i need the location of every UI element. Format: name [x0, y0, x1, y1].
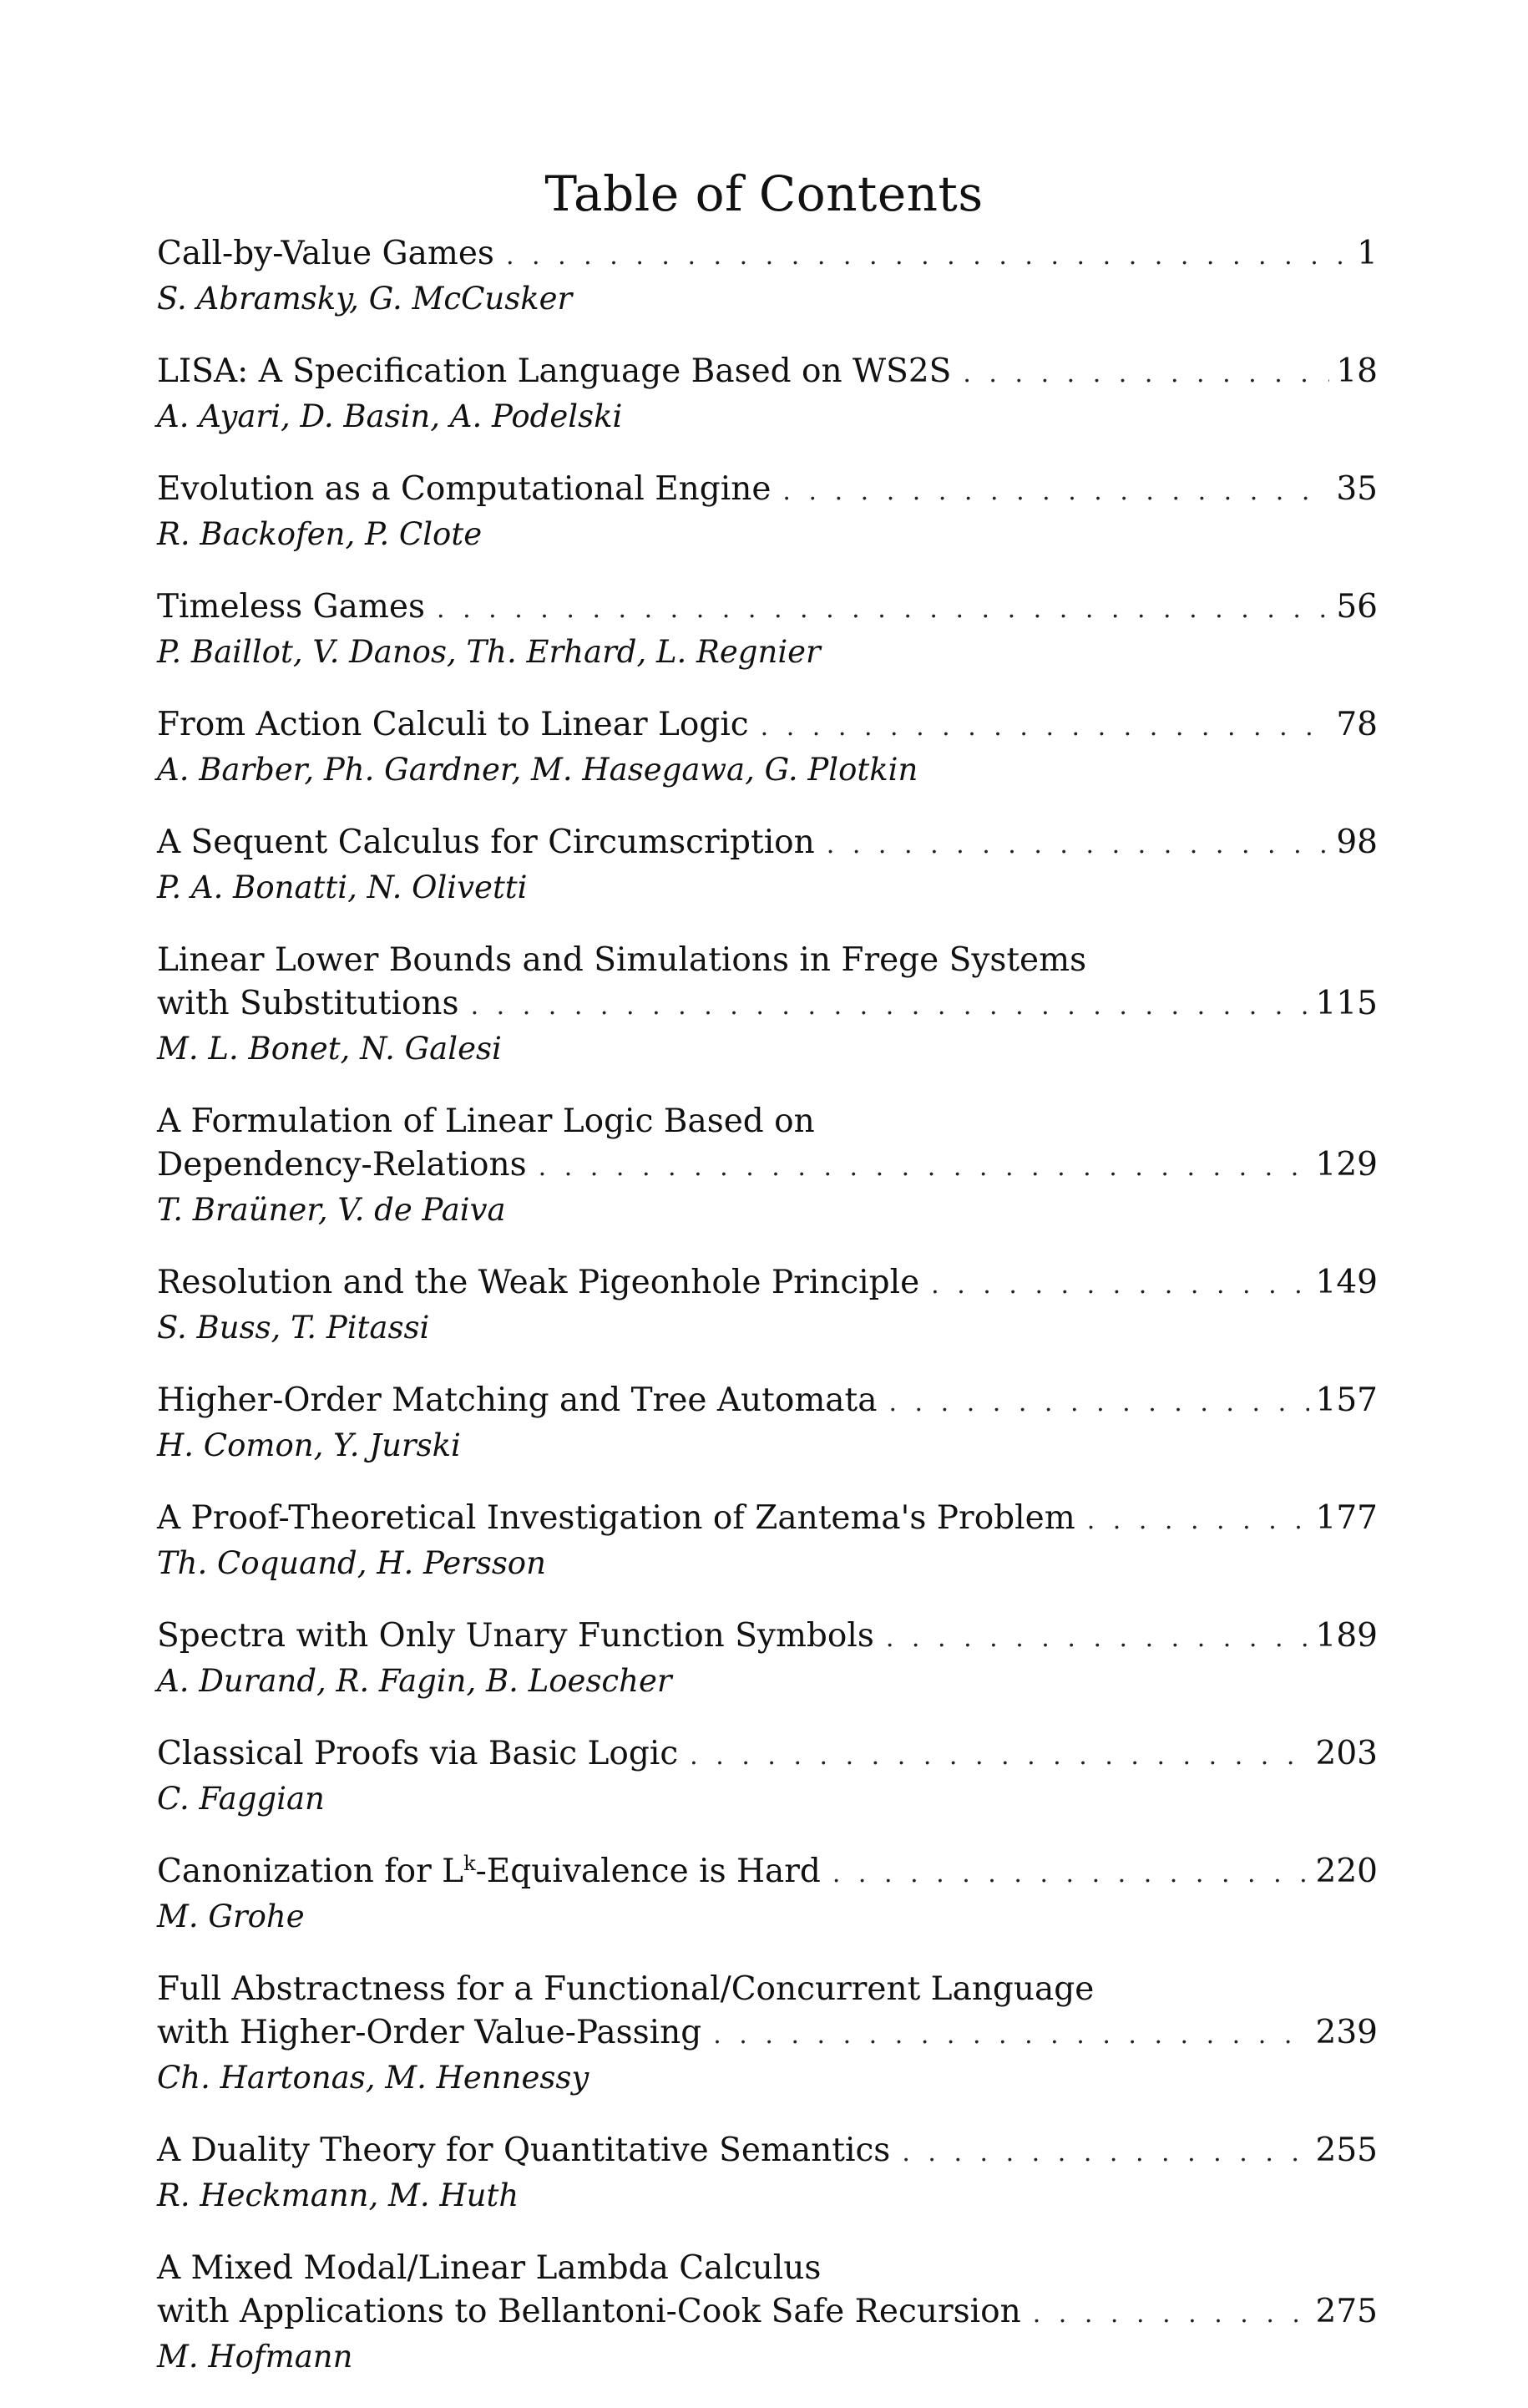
- entry-authors: R. Backofen, P. Clote: [157, 516, 483, 552]
- entry-authors: P. Baillot, V. Danos, Th. Erhard, L. Regnier: [157, 634, 821, 670]
- entry-authors: A. Barber, Ph. Gardner, M. Hasegawa, G. Plotkin: [157, 752, 918, 788]
- page-number: 115: [1315, 985, 1378, 1022]
- toc-entry[interactable]: [157, 1497, 1378, 1584]
- entry-authors: M. Hofmann: [157, 2339, 353, 2375]
- toc-entry[interactable]: [157, 821, 1378, 909]
- dot-leader: [886, 1617, 1309, 1660]
- entry-authors: T. Braüner, V. de Paiva: [157, 1192, 506, 1228]
- toc-entry[interactable]: [157, 586, 1378, 673]
- entry-authors: S. Abramsky, G. McCusker: [157, 281, 573, 317]
- entry-title: Evolution as a Computational Engine: [157, 470, 772, 508]
- entry-authors: C. Faggian: [157, 1781, 325, 1817]
- toc-entry[interactable]: [157, 2247, 1378, 2378]
- dot-leader: [437, 588, 1329, 631]
- dot-leader: [1087, 1499, 1309, 1543]
- entry-authors: H. Comon, Y. Jurski: [157, 1427, 461, 1463]
- entry-authors: Th. Coquand, H. Persson: [157, 1545, 546, 1581]
- dot-leader: [761, 706, 1330, 749]
- entry-title: A Proof-Theoretical Investigation of Zantema's Problem: [157, 1499, 1075, 1537]
- toc-list: [157, 232, 1378, 2408]
- toc-entry[interactable]: [157, 1100, 1378, 1231]
- dot-leader: [782, 470, 1329, 514]
- entry-title: Resolution and the Weak Pigeonhole Principle: [157, 1264, 920, 1301]
- entry-title-prefix: Canonization for L: [157, 1853, 464, 1890]
- entry-title: Call-by-Value Games: [157, 235, 494, 272]
- toc-entry[interactable]: [157, 703, 1378, 791]
- dot-leader: [690, 1735, 1308, 1778]
- entry-authors: P. A. Bonatti, N. Olivetti: [157, 869, 528, 905]
- dot-leader: [713, 2014, 1308, 2057]
- dot-leader: [902, 2132, 1308, 2175]
- entry-title: LISA: A Specification Language Based on WS2S: [157, 352, 952, 390]
- entry-title: A Duality Theory for Quantitative Semantics: [157, 2132, 891, 2169]
- page-number: 255: [1315, 2132, 1378, 2169]
- page-number: 275: [1315, 2293, 1378, 2330]
- entry-authors: Ch. Hartonas, M. Hennessy: [157, 2060, 589, 2096]
- entry-title-continued: with Applications to Bellantoni-Cook Safe Recursion: [157, 2293, 1021, 2330]
- entry-title: [157, 1850, 821, 1893]
- toc-entry[interactable]: [157, 1850, 1378, 1938]
- dot-leader: [963, 352, 1329, 396]
- page-number: 203: [1315, 1735, 1378, 1772]
- page-number: 1: [1357, 235, 1378, 272]
- dot-leader: [506, 235, 1350, 278]
- page-number: 177: [1315, 1499, 1378, 1537]
- page-number: 78: [1336, 706, 1378, 743]
- page-number: 239: [1315, 2014, 1378, 2051]
- dot-leader: [827, 824, 1330, 867]
- toc-entry[interactable]: [157, 232, 1378, 320]
- page-number: 149: [1315, 1264, 1378, 1301]
- entry-title: Linear Lower Bounds and Simulations in Frege Systems: [157, 941, 1087, 979]
- dot-leader: [931, 1264, 1308, 1307]
- page-number: 35: [1336, 470, 1378, 508]
- entry-authors: A. Ayari, D. Basin, A. Podelski: [157, 398, 623, 434]
- page-number: 189: [1315, 1617, 1378, 1655]
- entry-title: Full Abstractness for a Functional/Concurrent Language: [157, 1970, 1095, 2008]
- toc-entry[interactable]: [157, 939, 1378, 1070]
- toc-entry[interactable]: [157, 2129, 1378, 2217]
- page-title: Table of Contents: [544, 165, 984, 222]
- page-number: 129: [1315, 1146, 1378, 1184]
- toc-entry[interactable]: [157, 468, 1378, 555]
- toc-entry[interactable]: [157, 1732, 1378, 1820]
- toc-entry[interactable]: [157, 1379, 1378, 1467]
- entry-authors: M. L. Bonet, N. Galesi: [157, 1031, 502, 1067]
- entry-title: A Formulation of Linear Logic Based on: [157, 1103, 815, 1140]
- entry-authors: R. Heckmann, M. Huth: [157, 2177, 519, 2213]
- dot-leader: [471, 985, 1309, 1028]
- entry-title-suffix: -Equivalence is Hard: [475, 1853, 821, 1890]
- entry-title-continued: with Substitutions: [157, 985, 459, 1022]
- toc-entry[interactable]: [157, 1968, 1378, 2099]
- page-number: 56: [1336, 588, 1378, 626]
- dot-leader: [832, 1853, 1309, 1896]
- entry-title: A Sequent Calculus for Circumscription: [157, 824, 815, 861]
- entry-title: From Action Calculi to Linear Logic: [157, 706, 749, 743]
- dot-leader: [539, 1146, 1309, 1189]
- page-number: 220: [1315, 1853, 1378, 1890]
- entry-title: Timeless Games: [157, 588, 426, 626]
- entry-title-continued: Dependency-Relations: [157, 1146, 527, 1184]
- dot-leader: [888, 1381, 1308, 1425]
- page-number: 157: [1315, 1381, 1378, 1419]
- entry-authors: M. Grohe: [157, 1899, 305, 1934]
- page-number: 98: [1336, 824, 1378, 861]
- toc-entry[interactable]: [157, 1261, 1378, 1349]
- entry-authors: S. Buss, T. Pitassi: [157, 1310, 430, 1346]
- dot-leader: [1033, 2293, 1309, 2336]
- entry-title: Spectra with Only Unary Function Symbols: [157, 1617, 874, 1655]
- entry-title: Classical Proofs via Basic Logic: [157, 1735, 679, 1772]
- toc-entry[interactable]: [157, 350, 1378, 438]
- entry-authors: A. Durand, R. Fagin, B. Loescher: [157, 1663, 672, 1699]
- entry-title: Higher-Order Matching and Tree Automata: [157, 1381, 878, 1419]
- superscript-k: k: [463, 1852, 476, 1875]
- entry-title-continued: with Higher-Order Value-Passing: [157, 2014, 702, 2051]
- entry-title: A Mixed Modal/Linear Lambda Calculus: [157, 2249, 822, 2287]
- page-number: 18: [1336, 352, 1378, 390]
- toc-entry[interactable]: [157, 1615, 1378, 1702]
